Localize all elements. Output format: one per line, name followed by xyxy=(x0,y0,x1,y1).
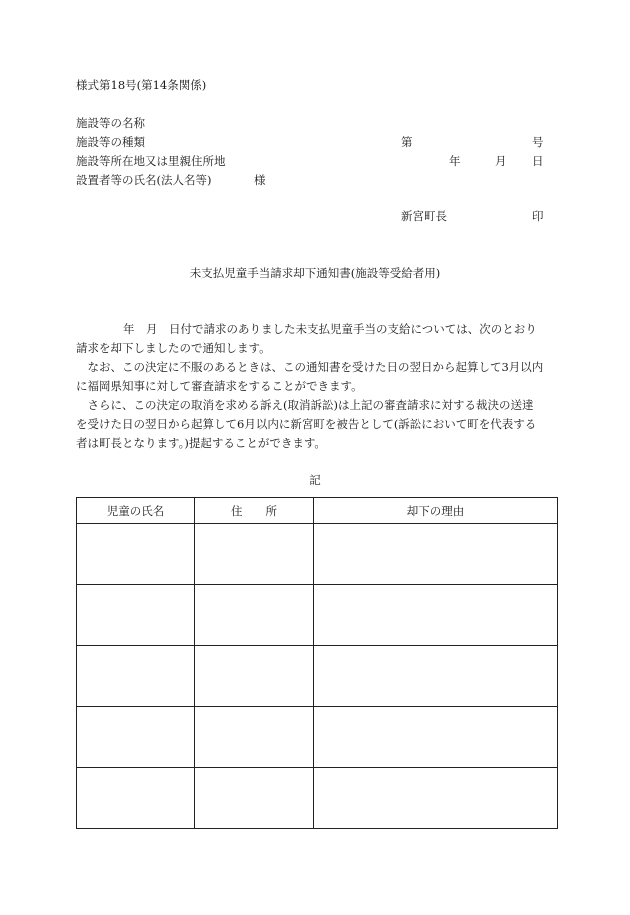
paragraph-2-line-1: なお、この決定に不服のあるときは、この通知書を受けた日の翌日から起算して3月以内 xyxy=(87,360,544,374)
header-address: 住 所 xyxy=(195,498,314,524)
founder-label: 設置者等の氏名(法人名等) xyxy=(76,173,212,187)
date-year: 年 xyxy=(449,154,461,168)
number-prefix: 第 xyxy=(401,135,413,149)
rejection-table xyxy=(76,497,558,829)
paragraph-1-line-1: 年 月 日付で請求のありました未支払児童手当の支給については、次のとおり xyxy=(123,322,537,336)
header-child-name: 児童の氏名 xyxy=(77,498,195,524)
paragraph-3-line-1: さらに、この決定の取消を求める訴え(取消訴訟)は上記の審査請求に対する裁決の送達 xyxy=(87,398,534,412)
facility-address-label: 施設等所在地又は里親住所地 xyxy=(76,154,226,168)
founder-honorific: 様 xyxy=(254,173,266,187)
child-name-cell xyxy=(77,585,195,646)
date-month: 月 xyxy=(495,154,507,168)
address-cell xyxy=(195,707,314,768)
table-row xyxy=(77,707,558,768)
document-title: 未支払児童手当請求却下通知書(施設等受給者用) xyxy=(189,266,441,280)
reason-cell xyxy=(314,707,558,768)
paragraph-2-line-2: に福岡県知事に対して審査請求をすることができます。 xyxy=(76,379,363,393)
paragraph-3-line-2: を受けた日の翌日から起算して6月以内に新宮町を被告として(訴訟において町を代表する xyxy=(76,417,537,431)
child-name-cell xyxy=(77,768,195,829)
reason-cell xyxy=(314,646,558,707)
number-suffix: 号 xyxy=(532,135,544,149)
facility-type-label: 施設等の種類 xyxy=(76,135,145,149)
reason-cell xyxy=(314,768,558,829)
child-name-cell xyxy=(77,524,195,585)
table-row xyxy=(77,646,558,707)
seal-mark: 印 xyxy=(532,209,544,223)
table-row xyxy=(77,768,558,829)
reason-cell xyxy=(314,524,558,585)
table-row xyxy=(77,585,558,646)
table-row xyxy=(77,524,558,585)
child-name-cell xyxy=(77,646,195,707)
facility-name-label: 施設等の名称 xyxy=(76,116,145,130)
ki-heading: 記 xyxy=(309,473,321,487)
table-header-row xyxy=(77,498,558,524)
form-number: 様式第18号(第14条関係) xyxy=(76,78,207,92)
child-name-cell xyxy=(77,707,195,768)
address-cell xyxy=(195,585,314,646)
address-cell xyxy=(195,768,314,829)
address-cell xyxy=(195,524,314,585)
paragraph-3-line-3: 者は町長となります。)提起することができます。 xyxy=(76,436,326,450)
paragraph-1-line-2: 請求を却下しましたので通知します。 xyxy=(76,341,271,355)
issuer: 新宮町長 xyxy=(401,209,447,223)
date-day: 日 xyxy=(532,154,544,168)
reason-cell xyxy=(314,585,558,646)
notice-body xyxy=(76,320,560,453)
header-rejection-reason: 却下の理由 xyxy=(314,498,558,524)
address-cell xyxy=(195,646,314,707)
